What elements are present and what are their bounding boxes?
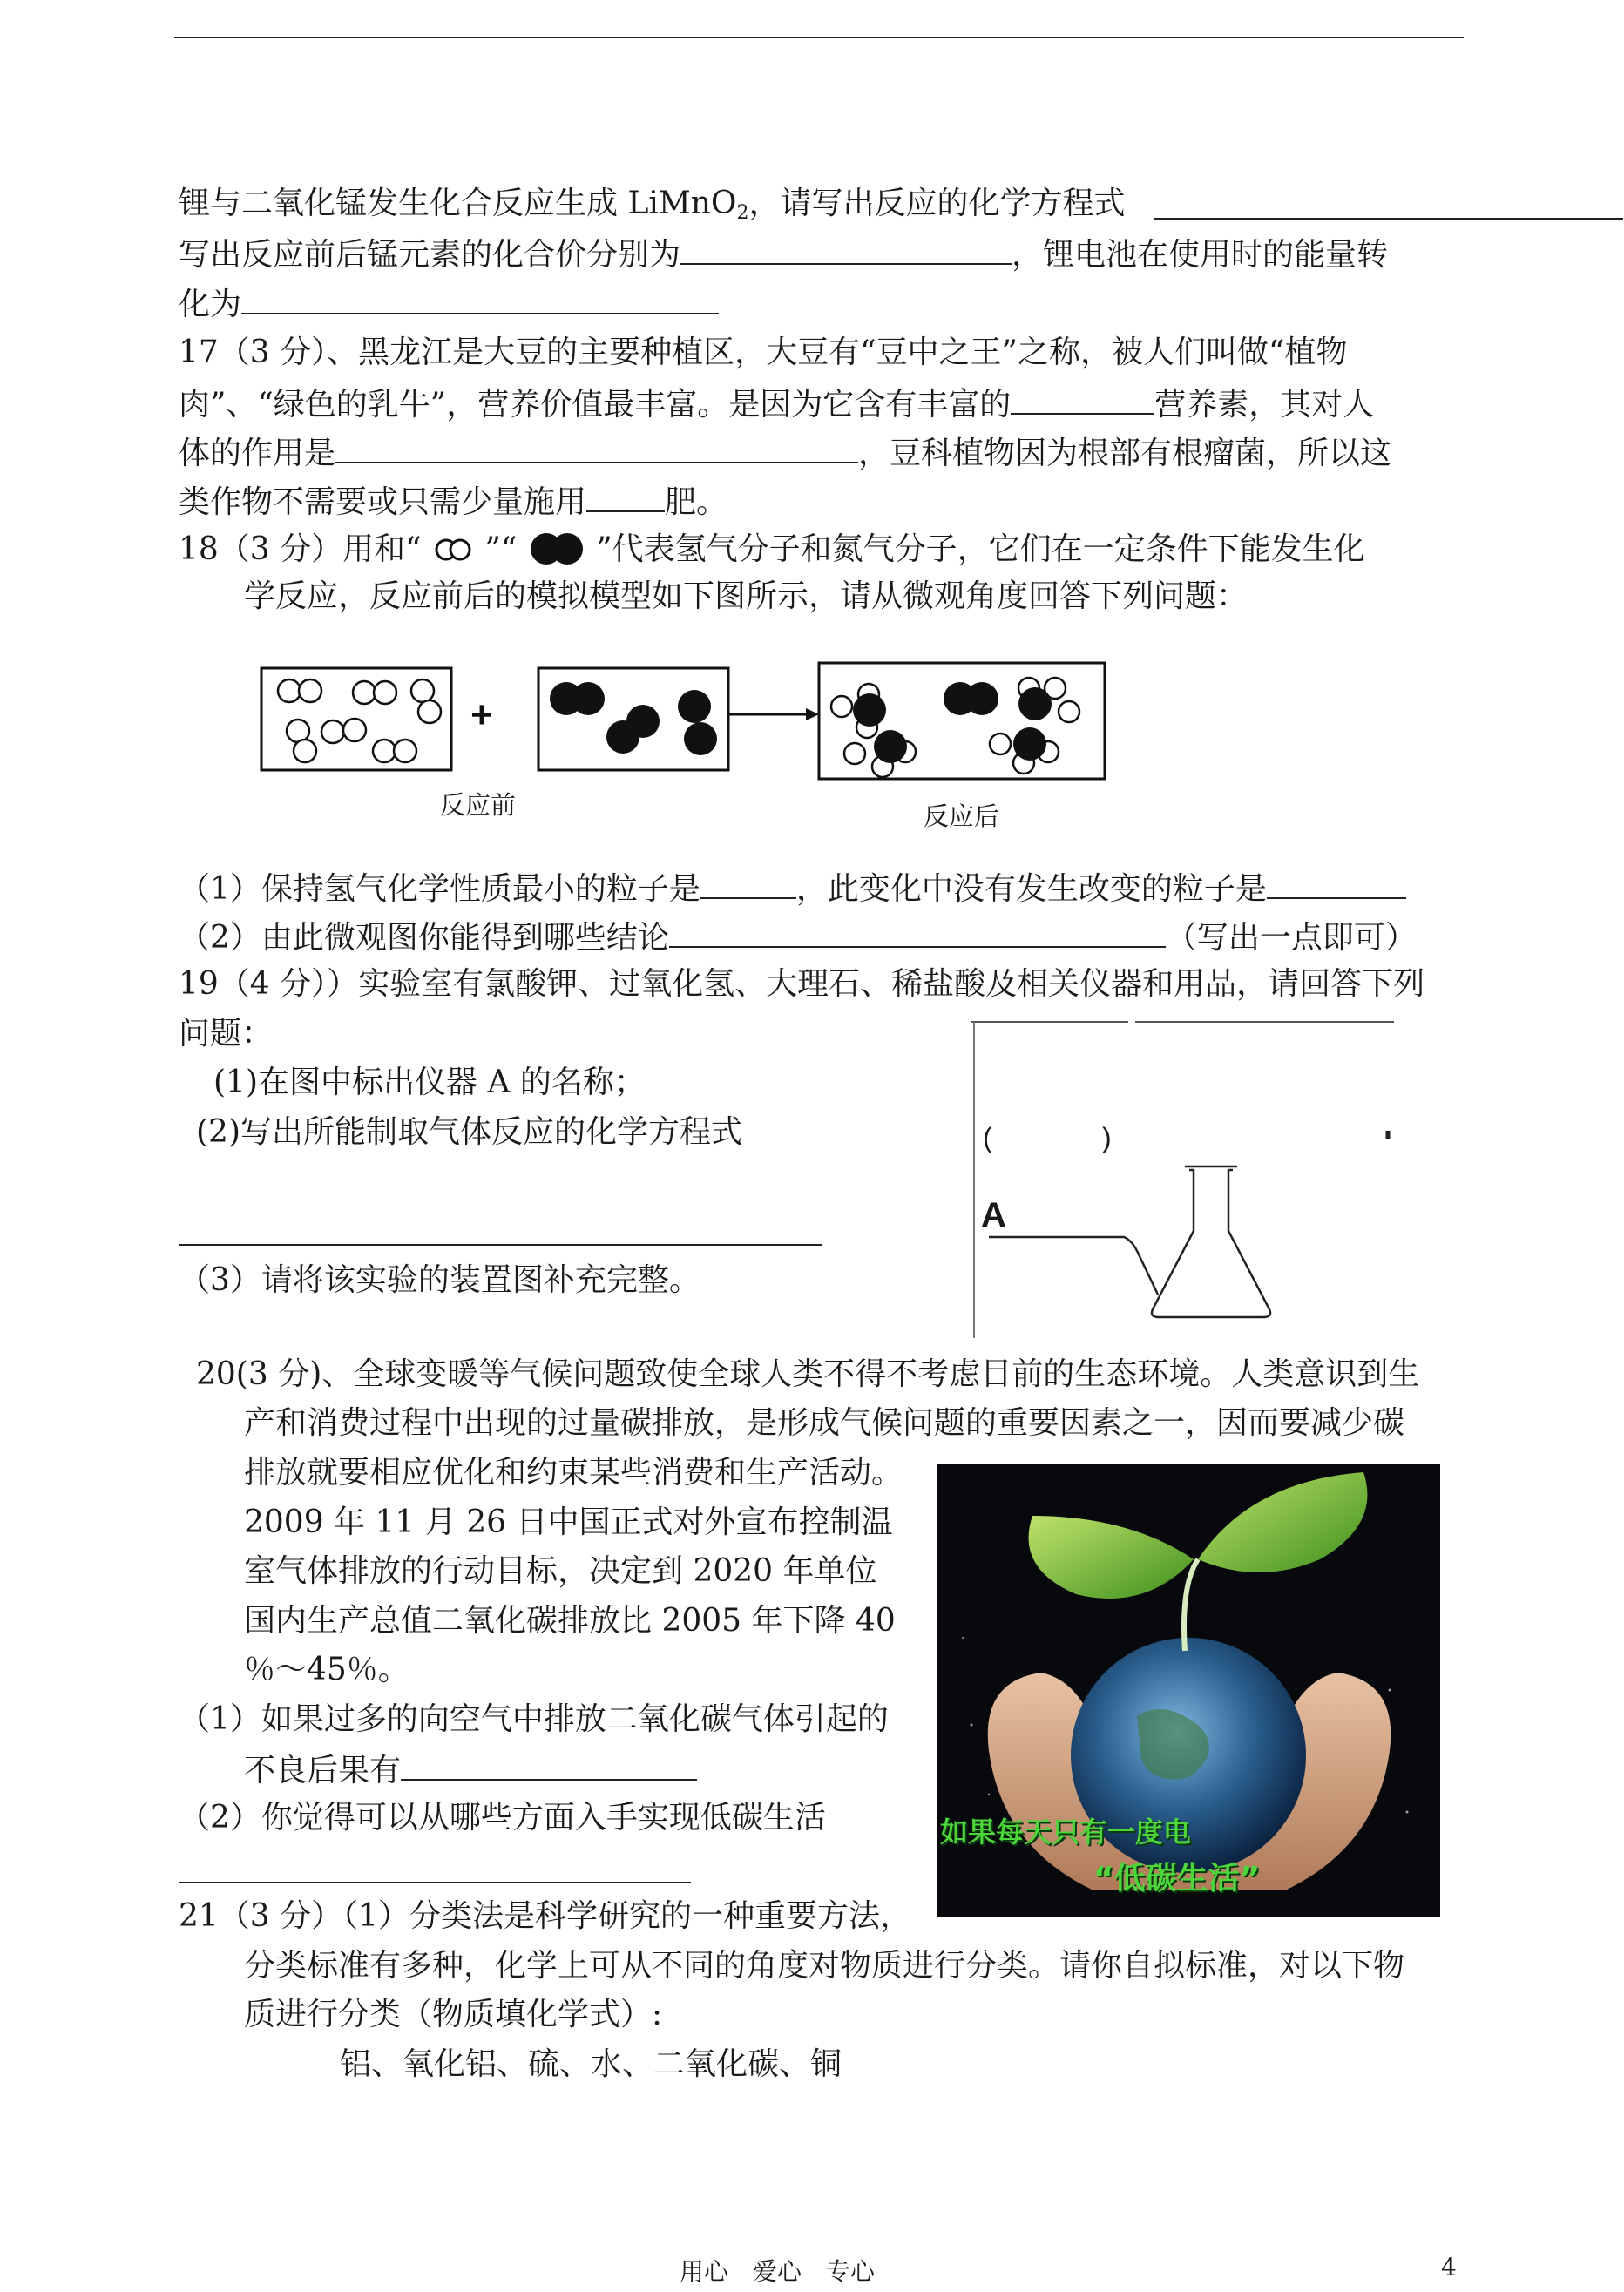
plus-sign: + [470,693,493,736]
q16-line3 [179,283,719,324]
q16-blank-equation[interactable] [1154,218,1623,220]
q16-line3-text: 化为 [179,287,242,322]
q20-blank-consequence[interactable] [401,1749,697,1781]
q18-sub2-tail: （写出一点即可） [1165,920,1417,956]
q17-line3-text: 体的作用是 [179,436,336,471]
hydrogen-molecule-icon [431,535,475,565]
nitrogen-molecule-icon [527,530,586,568]
q16-line1 [179,185,1125,233]
q18-sub2-text: （2）由此微观图你能得到哪些结论 [179,920,669,956]
q18-blank-smallest-particle[interactable] [700,868,796,899]
label-paren-close: ) [1102,1122,1112,1153]
low-carbon-image [937,1464,1440,1917]
q20-line6: 国内生产总值二氧化碳排放比 2005 年下降 40 [244,1603,896,1639]
delivery-tube [989,1237,1158,1295]
q18-sub1 [179,868,1406,909]
q17-line3-tail: ，豆科植物因为根部有根瘤菌，所以这 [858,436,1392,471]
q18-sub2 [179,916,1417,957]
q17-line2-text: 肉”、“绿色的乳牛”，营养价值最丰富。是因为它含有丰富的 [179,387,1012,423]
q20-line2: 产和消费过程中出现的过量碳排放，是形成气候问题的重要因素之一，因而要减少碳 [244,1405,1405,1441]
q21-line2: 分类标准有多种，化学上可从不同的角度对物质进行分类。请你自拟标准，对以下物 [244,1948,1405,1984]
conical-flask [1152,1170,1270,1317]
q21-line1: 21（3 分）（1）分类法是科学研究的一种重要方法， [179,1898,912,1934]
q20-line4: 2009 年 11 月 26 日中国正式对外宣布控制温 [244,1504,893,1540]
q19-sub3: （3）请将该实验的装置图补充完整。 [179,1262,700,1298]
q17-line1: 17（3 分）、黑龙江是大豆的主要种植区，大豆有“豆中之王”之称，被人们叫做“植物 [179,335,1348,370]
q20-sub1-text: 不良后果有 [244,1753,402,1788]
q19-line1: 19（4 分））实验室有氯酸钾、过氧化氢、大理石、稀盐酸及相关仪器和用品，请回答下列 [179,966,1425,1002]
q17-line2-tail: 营养素，其对人 [1154,387,1375,423]
q16-line1-tail: ，请写出反应的化学方程式 [748,186,1126,221]
q16-line2-text: 写出反应前后锰元素的化合价分别为 [179,237,681,273]
q17-line4-text: 类作物不需要或只需少量施用 [179,484,587,520]
q20-sub1-line2 [244,1749,697,1790]
q17-blank-fertilizer[interactable] [586,481,665,512]
q21-line4: 铝、氧化铝、硫、水、二氧化碳、铜 [340,2046,842,2082]
apparatus-figure [971,1018,1394,1340]
q17-blank-nutrient[interactable] [1011,383,1154,415]
q17-line2 [179,383,1374,424]
q17-blank-function[interactable] [335,432,858,463]
q18-blank-conclusion[interactable] [669,916,1166,948]
q18-sub1-text: （1）保持氢气化学性质最小的粒子是 [179,871,700,907]
q20-sub2: （2）你觉得可以从哪些方面入手实现低碳生活 [179,1800,826,1836]
q16-line1-subscript: 2 [736,202,749,224]
q17-line3 [179,432,1391,473]
q20-line5: 室气体排放的行动目标，决定到 2020 年单位 [244,1553,877,1589]
q20-sub1: （1）如果过多的向空气中排放二氧化碳气体引起的 [179,1701,889,1737]
q20-line7: ％～45％。 [244,1652,409,1687]
q18-blank-unchanged-particle[interactable] [1267,868,1406,899]
q18-line1-mid: ”“ [484,531,518,567]
q21-line3: 质进行分类（物质填化学式）: [244,1997,663,2032]
label-before-reaction: 反应前 [440,792,517,820]
q18-line1-text: 18（3 分）用和“ [179,531,422,567]
q17-line4 [179,481,727,522]
q16-line1-text: 锂与二氧化锰发生化合反应生成 LiMnO [179,186,737,221]
q18-line2: 学反应，反应前后的模拟模型如下图所示，请从微观角度回答下列问题： [244,578,1248,614]
q19-blank-equation[interactable] [179,1244,822,1246]
image-caption-line1: 如果每天只有一度电 [940,1815,1192,1849]
q16-blank-valence[interactable] [680,233,1012,265]
label-paren-open: ( [983,1122,992,1153]
q19-sub1: (1)在图中标出仪器 A 的名称； [213,1065,646,1100]
q18-line1 [179,530,1365,569]
arrow-head [806,708,819,720]
q19-sub2: (2)写出所能制取气体反应的化学方程式 [196,1114,742,1150]
q16-line2-tail: ，锂电池在使用时的能量转 [1012,237,1389,273]
q17-line4-tail: 肥。 [665,484,728,520]
q18-line1-tail: ”代表氢气分子和氮气分子，它们在一定条件下能发生化 [596,531,1365,567]
image-caption-line2: “低碳生活” [1093,1861,1261,1896]
footer-motto: 用心 爱心 专心 [680,2257,876,2286]
label-instrument-a: A [981,1196,1006,1234]
q18-sub1-mid: ，此变化中没有发生改变的粒子是 [795,871,1267,907]
page-number: 4 [1441,2253,1457,2282]
q16-blank-energy[interactable] [241,283,719,314]
q19-line2: 问题： [179,1016,274,1051]
q20-line3: 排放就要相应优化和约束某些消费和生产活动。 [244,1455,903,1491]
q16-line2 [179,233,1388,274]
header-rule [174,37,1464,38]
q20-blank-lowcarbon[interactable] [179,1882,691,1883]
q20-line1: 20(3 分)、全球变暖等气候问题致使全球人类不得不考虑目前的生态环境。人类意识到生 [196,1356,1420,1392]
label-after-reaction: 反应后 [924,803,1000,831]
